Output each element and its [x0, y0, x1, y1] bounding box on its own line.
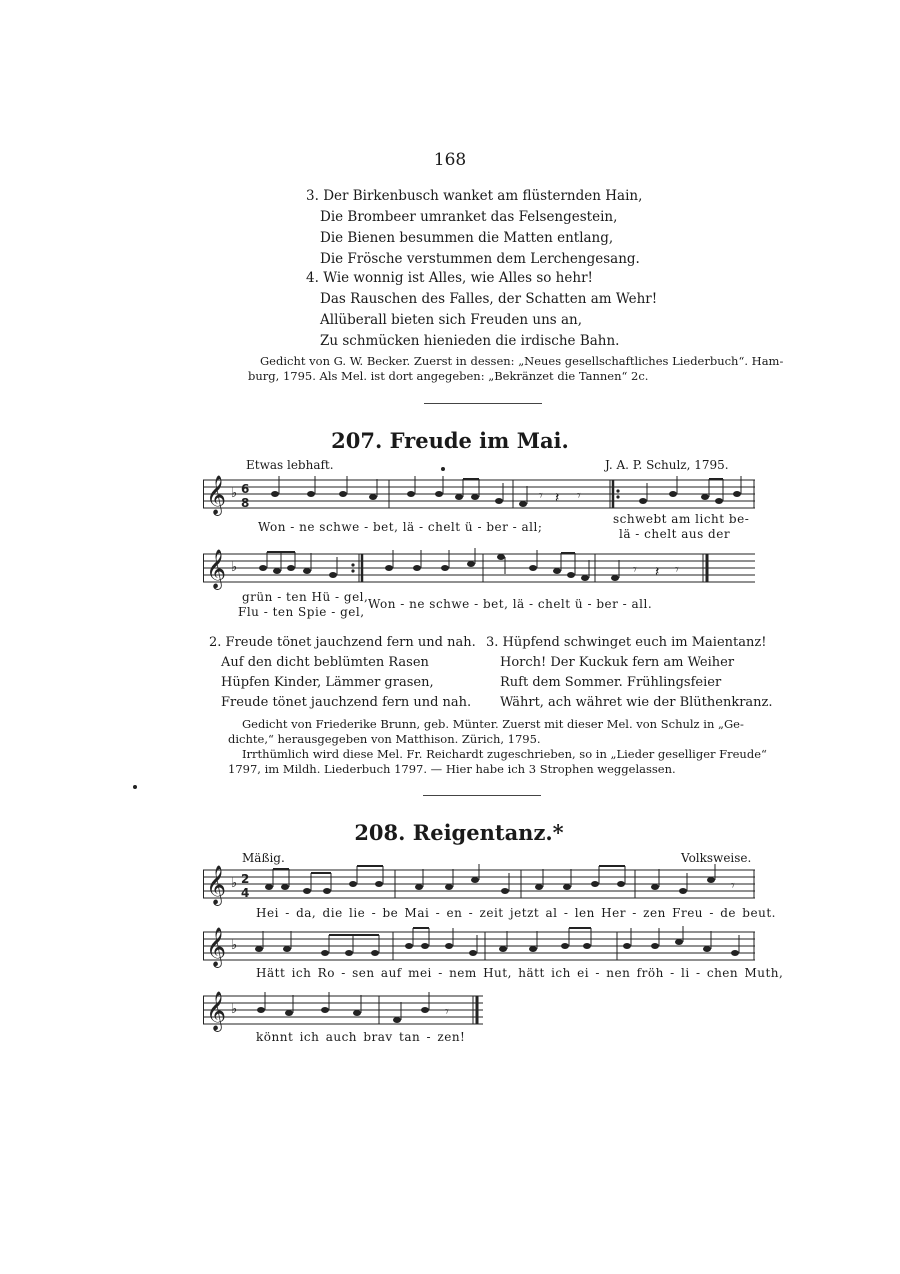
- svg-text:𝄾: 𝄾: [577, 488, 581, 504]
- verse-number: 3.: [486, 635, 499, 650]
- poem-source-note: [248, 354, 783, 384]
- lyrics-207-row-2: Won - ne schwe - bet, lä - chelt ü - ber - all.: [368, 597, 653, 611]
- svg-text:𝄾: 𝄾: [675, 562, 679, 578]
- verse-number: 4.: [306, 270, 319, 286]
- svg-text:♭: ♭: [231, 486, 238, 501]
- verse-number: 2.: [209, 635, 222, 650]
- lyrics-207-alt-1: [613, 512, 749, 542]
- lyric-line: Flu - ten Spie - gel,: [238, 605, 365, 619]
- verse-line: Die Frösche verstummen dem Lerchengesang.: [320, 251, 640, 267]
- lyric-line: schwebt am licht be-: [613, 512, 750, 526]
- poem-verse-4: [306, 268, 657, 352]
- svg-text:𝄞: 𝄞: [206, 927, 227, 967]
- music-staff-208-2: [203, 926, 755, 970]
- tempo-marking: Etwas lebhaft.: [246, 458, 334, 472]
- page-number: 168: [433, 150, 467, 170]
- verse-line: Ruft dem Sommer. Frühlingsfeier: [500, 675, 722, 690]
- music-staff-207-2: [203, 548, 755, 592]
- stray-dot: [133, 785, 137, 789]
- svg-text:♭: ♭: [231, 938, 238, 953]
- song-207-title: 207. Freude im Mai.: [331, 428, 569, 453]
- music-staff-208-3: [203, 990, 483, 1034]
- fermata-dot: [441, 467, 445, 471]
- svg-text:𝄾: 𝄾: [633, 562, 637, 578]
- note-line: Irrthümlich wird diese Mel. Fr. Reichardt zugeschrieben, so in „Lieder geselliger Freude“: [242, 747, 767, 761]
- verse-line: Die Bienen besummen die Matten entlang,: [320, 230, 614, 246]
- verse-line: Horch! Der Kuckuk fern am Weiher: [500, 655, 735, 670]
- verse-line: Zu schmücken hienieden die irdische Bahn.: [320, 333, 620, 349]
- song-208-title: 208. Reigentanz.*: [354, 820, 564, 845]
- svg-text:𝄽: 𝄽: [655, 564, 660, 580]
- melody-source: Volksweise.: [681, 851, 752, 865]
- lyrics-207-row-1: Won - ne schwe - bet, lä - chelt ü - ber - all;: [258, 520, 543, 534]
- song-207-verse-3: [486, 633, 773, 713]
- lyric-line: lä - chelt aus der: [619, 527, 731, 541]
- lyric-line: grün - ten Hü - gel,: [242, 590, 369, 604]
- verse-line: Freude tönet jauchzend fern und nah.: [221, 695, 472, 710]
- lyrics-207-alt-2: [238, 590, 368, 620]
- note-line: dichte,“ herausgegeben von Matthison. Zürich, 1795.: [228, 732, 541, 746]
- time-signature-bottom: 4: [241, 886, 250, 900]
- svg-text:𝄞: 𝄞: [206, 991, 227, 1031]
- song-207-verse-2: [209, 633, 476, 713]
- verse-line: Freude tönet jauchzend fern und nah.: [225, 635, 476, 650]
- song-207-source-note: [228, 717, 767, 777]
- lyrics-208-row-1: Hei - da, die lie - be Mai - en - zeit jetzt al - len Her - zen Freu - de beut.: [256, 906, 776, 920]
- verse-number: 3.: [306, 188, 319, 204]
- svg-text:♭: ♭: [231, 1002, 238, 1017]
- note-line: Gedicht von Friederike Brunn, geb. Münter. Zuerst mit dieser Mel. von Schulz in „Ge-: [242, 717, 744, 731]
- time-signature-top: 2: [241, 872, 250, 886]
- svg-text:𝄽: 𝄽: [555, 490, 560, 506]
- note-line: Gedicht von G. W. Becker. Zuerst in dessen: „Neues gesellschaftliches Liederbuch“. Ham-: [260, 354, 784, 368]
- verse-line: Hüpfend schwinget euch im Maientanz!: [502, 635, 767, 650]
- verse-line: Der Birkenbusch wanket am flüsternden Hain,: [323, 188, 643, 204]
- poem-verse-3: [306, 186, 642, 270]
- section-divider: [423, 795, 541, 796]
- verse-line: Wie wonnig ist Alles, wie Alles so hehr!: [323, 270, 593, 286]
- verse-line: Währt, ach währet wie der Blüthenkranz.: [500, 695, 773, 710]
- verse-line: Auf den dicht beblümten Rasen: [221, 655, 429, 670]
- note-line: 1797, im Mildh. Liederbuch 1797. — Hier habe ich 3 Strophen weggelassen.: [228, 762, 676, 776]
- svg-text:𝄞: 𝄞: [206, 475, 227, 515]
- verse-line: Das Rauschen des Falles, der Schatten am Wehr!: [320, 291, 658, 307]
- svg-text:♭: ♭: [231, 876, 238, 891]
- note-line: burg, 1795. Als Mel. ist dort angegeben: „Bekränzet die Tannen“ 2c.: [248, 369, 649, 383]
- lyrics-208-row-3: könnt ich auch brav tan - zen!: [256, 1030, 466, 1044]
- svg-text:𝄞: 𝄞: [206, 865, 227, 905]
- svg-text:𝄾: 𝄾: [731, 878, 735, 894]
- svg-text:♭: ♭: [231, 560, 238, 575]
- music-staff-208-1: [203, 864, 755, 908]
- verse-line: Allüberall bieten sich Freuden uns an,: [320, 312, 583, 328]
- time-signature-bottom: 8: [241, 496, 250, 510]
- svg-text:𝄾: 𝄾: [539, 488, 543, 504]
- tempo-marking: Mäßig.: [242, 851, 285, 865]
- composer-credit: J. A. P. Schulz, 1795.: [605, 458, 729, 472]
- time-signature-top: 6: [241, 482, 250, 496]
- verse-line: Die Brombeer umranket das Felsengestein,: [320, 209, 618, 225]
- svg-text:𝄞: 𝄞: [206, 549, 227, 589]
- section-divider: [424, 403, 542, 404]
- lyrics-208-row-2: Hätt ich Ro - sen auf mei - nem Hut, hätt ich ei - nen fröh - li - chen Muth,: [256, 966, 784, 980]
- svg-text:𝄾: 𝄾: [445, 1004, 449, 1020]
- verse-line: Hüpfen Kinder, Lämmer grasen,: [221, 675, 434, 690]
